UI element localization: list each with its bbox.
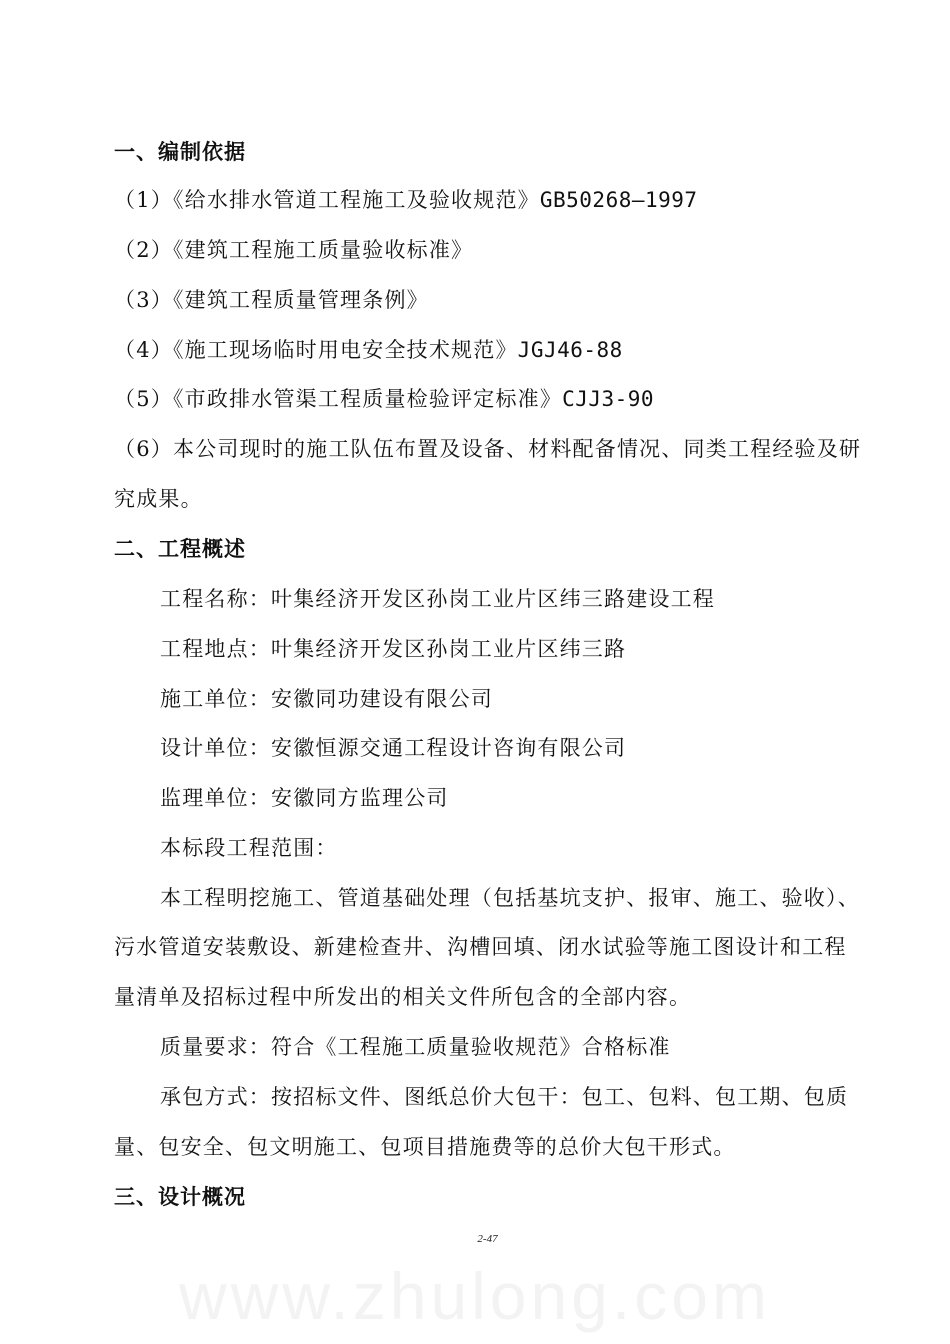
scope-paragraph-line-1: 本工程明挖施工、管道基础处理（包括基坑支护、报审、施工、验收）、 [160,886,860,910]
project-name: 工程名称：叶集经济开发区孙岗工业片区纬三路建设工程 [160,587,715,611]
basis-item-4-code: JGJ46-88 [517,338,623,362]
basis-item-6-continued [114,485,203,513]
basis-item-6 [114,435,861,463]
basis-item-6-cont-text: 究成果。 [114,487,203,511]
basis-item-2 [114,236,473,264]
contract-method-line-1: 承包方式：按招标文件、图纸总价大包干：包工、包料、包工期、包质 [160,1085,849,1109]
basis-item-5-text: （5）《市政排水管渠工程质量检验评定标准》 [114,387,563,411]
scope-paragraph-line-3: 量清单及招标过程中所发出的相关文件所包含的全部内容。 [114,985,692,1009]
basis-item-5-code: CJJ3-90 [562,387,655,411]
basis-item-3 [114,286,429,314]
basis-item-2-text: （2）《建筑工程施工质量验收标准》 [114,238,474,262]
section-heading-design: 三、设计概况 [114,1185,246,1209]
section-heading-overview: 二、工程概述 [114,537,246,561]
basis-item-1-text: （1）《给水排水管道工程施工及验收规范》 [114,188,540,212]
basis-item-5 [114,385,654,413]
basis-item-4-text: （4）《施工现场临时用电安全技术规范》 [114,338,518,362]
watermark: www.zhulong.com [179,1259,771,1333]
quality-requirement: 质量要求：符合《工程施工质量验收规范》合格标准 [160,1035,671,1059]
scope-label: 本标段工程范围： [160,836,338,860]
supervision-unit: 监理单位：安徽同方监理公司 [160,786,449,810]
basis-item-6-text: （6）本公司现时的施工队伍布置及设备、材料配备情况、同类工程经验及研 [114,437,862,461]
section-heading-basis: 一、编制依据 [114,140,246,164]
contract-method-line-2: 量、包安全、包文明施工、包项目措施费等的总价大包干形式。 [114,1135,736,1159]
basis-item-1 [114,186,698,214]
construction-unit: 施工单位：安徽同功建设有限公司 [160,687,493,711]
design-unit: 设计单位：安徽恒源交通工程设计咨询有限公司 [160,736,627,760]
page-number: 2-47 [477,1233,498,1245]
basis-item-1-code: GB50268—1997 [539,188,698,212]
scope-paragraph-line-2: 污水管道安装敷设、新建检查井、沟槽回填、闭水试验等施工图设计和工程 [114,935,847,959]
basis-item-4 [114,336,623,364]
project-location: 工程地点：叶集经济开发区孙岗工业片区纬三路 [160,637,627,661]
basis-item-3-text: （3）《建筑工程质量管理条例》 [114,288,429,312]
